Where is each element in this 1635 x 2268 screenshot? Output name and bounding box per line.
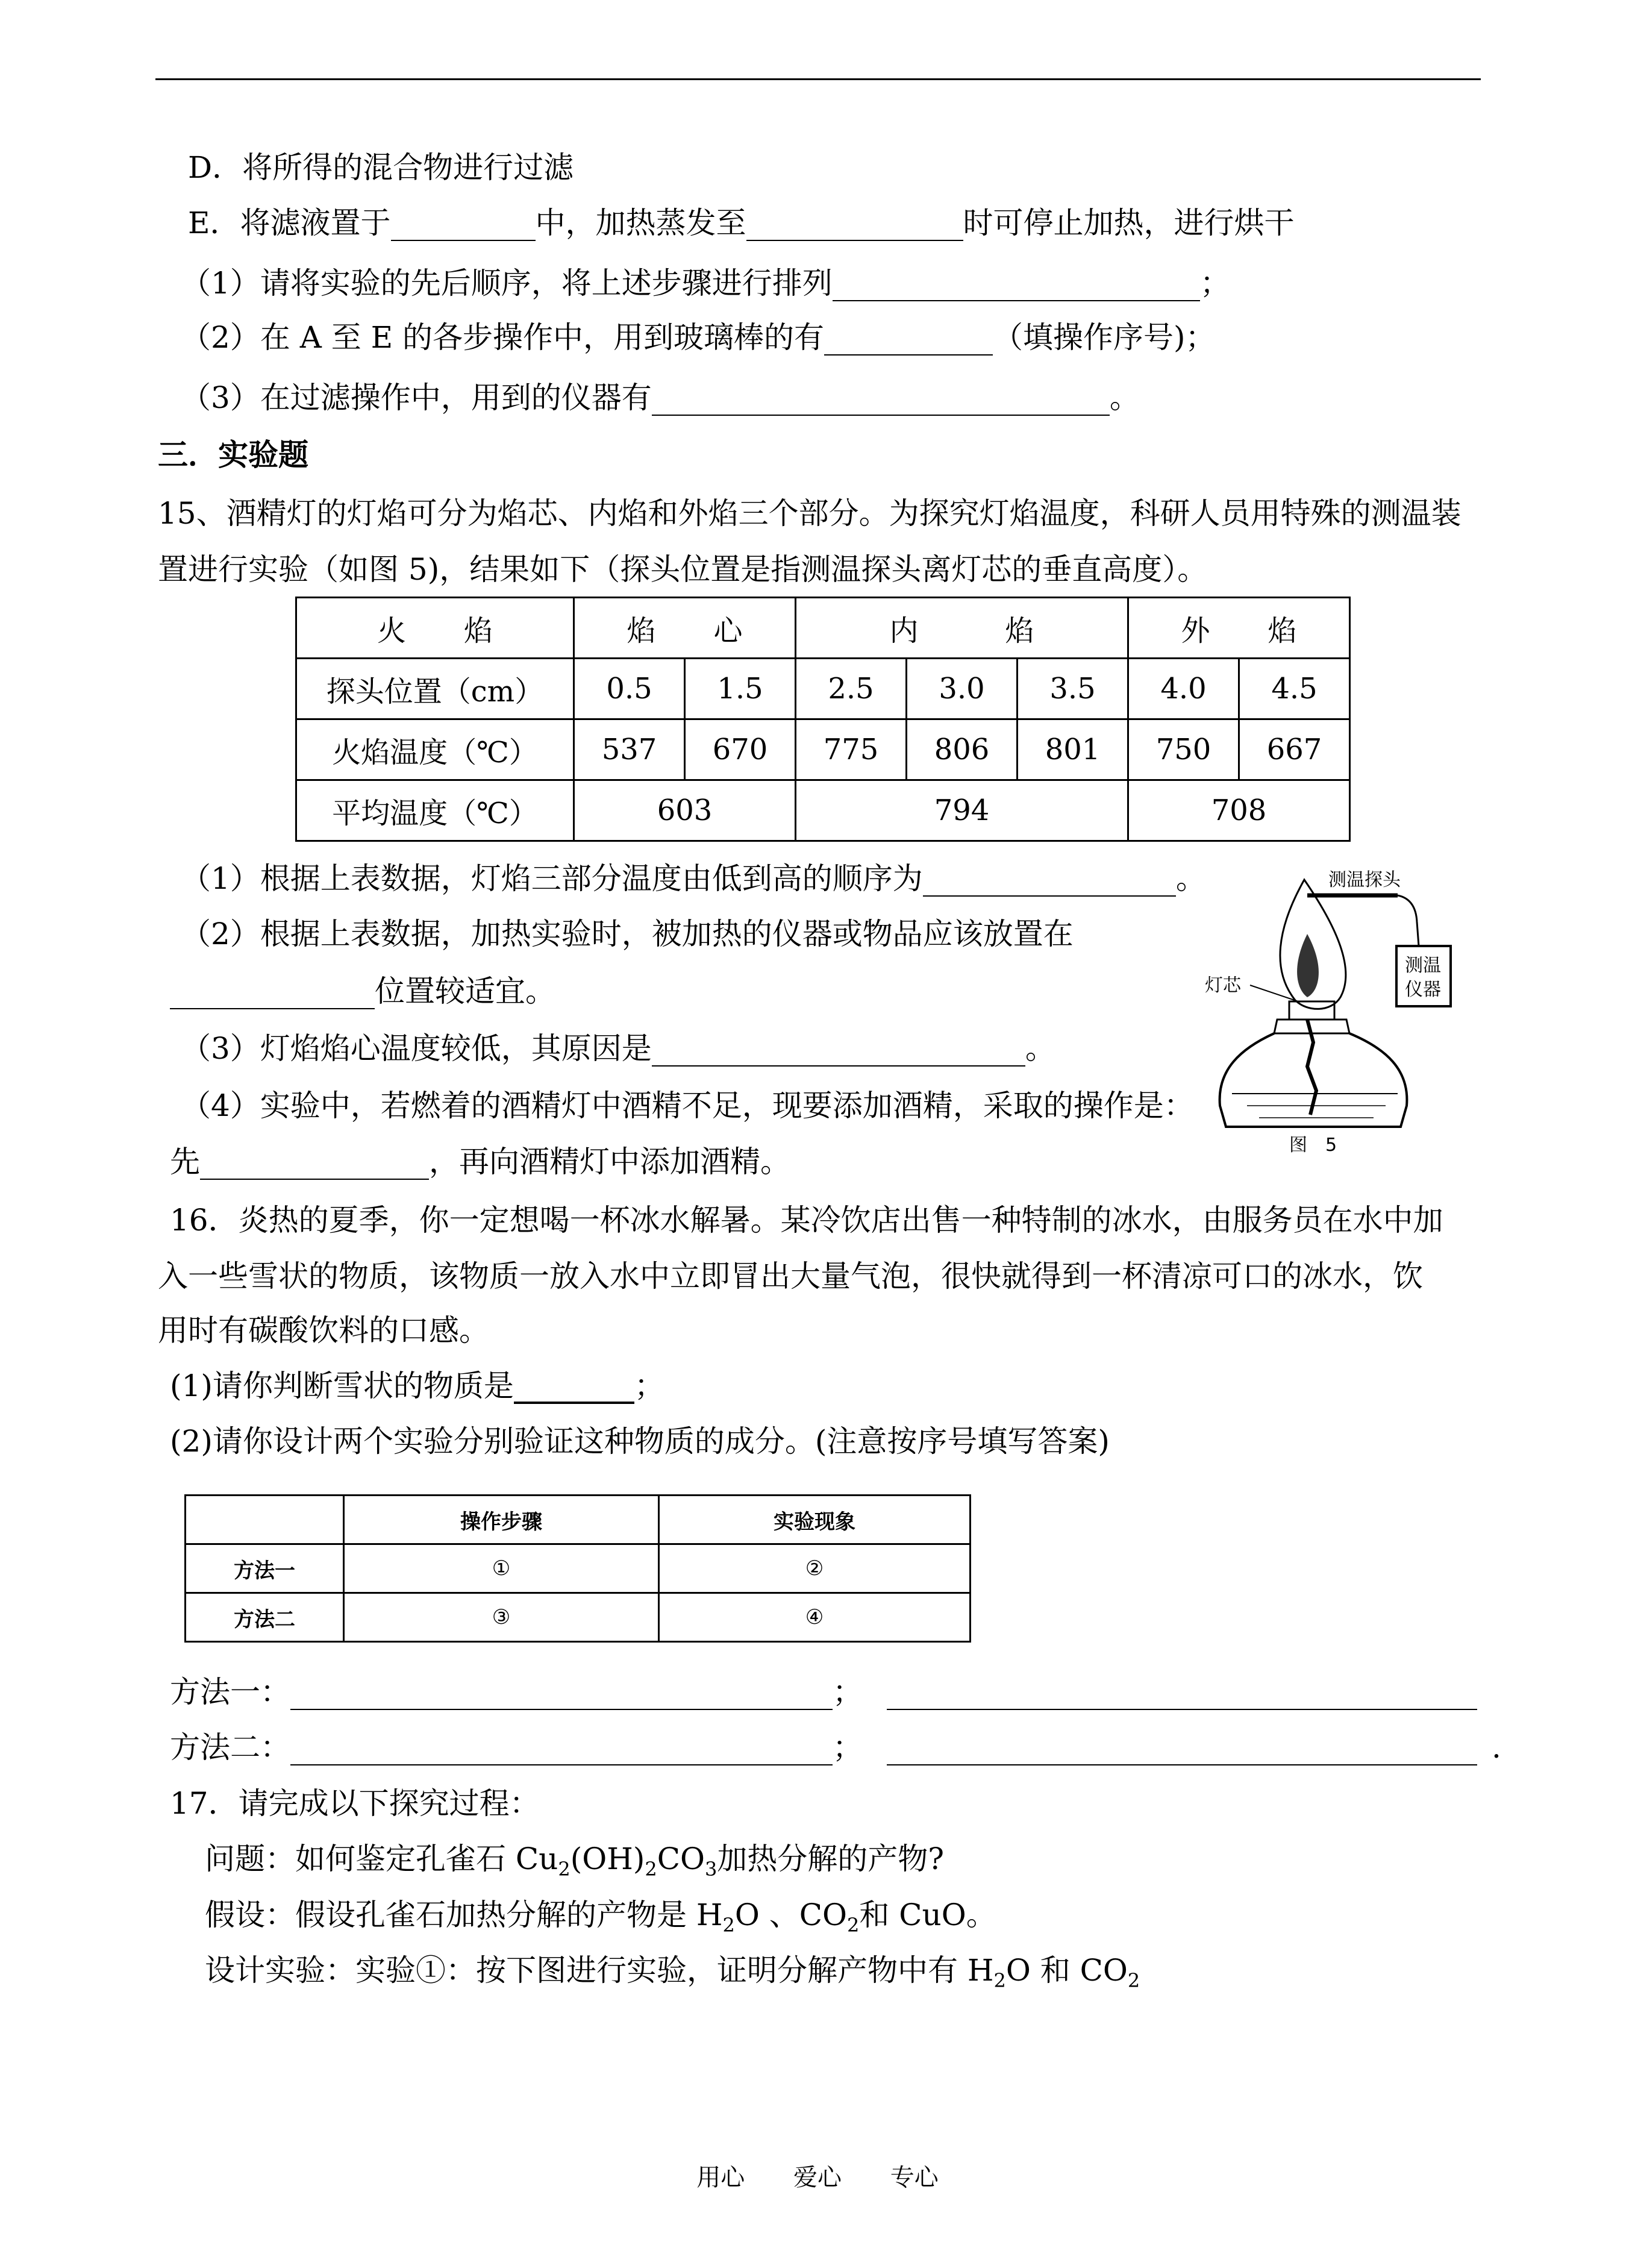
question-filter-tools bbox=[181, 380, 1140, 416]
question-glass-rod bbox=[181, 319, 1216, 356]
table-row bbox=[186, 1544, 971, 1593]
punct: ； bbox=[833, 1730, 863, 1765]
punct: 。 bbox=[1025, 1031, 1055, 1066]
answer-blank[interactable] bbox=[290, 1737, 833, 1765]
subscript: 2 bbox=[847, 1914, 860, 1937]
q16-line1 bbox=[170, 1202, 1443, 1238]
q17-problem-text: 加热分解的产物? bbox=[717, 1841, 945, 1876]
table-cell: 775 bbox=[796, 719, 907, 780]
section-heading-text: 三．实验题 bbox=[158, 437, 308, 472]
table-row bbox=[296, 659, 1350, 719]
flame-temperature-table bbox=[295, 597, 1351, 842]
q17-problem-text: 问题：如何鉴定孔雀石 Cu bbox=[205, 1841, 558, 1876]
table-cell: ② bbox=[659, 1544, 971, 1593]
q15-part2-line2 bbox=[170, 973, 555, 1009]
q17-line1 bbox=[170, 1785, 540, 1822]
instrument-label: 仪器 bbox=[1405, 979, 1441, 1000]
table-cell: 794 bbox=[796, 780, 1128, 841]
table-cell: 3.0 bbox=[907, 659, 1018, 719]
table-cell: ① bbox=[344, 1544, 659, 1593]
footer-item: 用心 bbox=[696, 2164, 745, 2191]
method1-label: 方法一： bbox=[170, 1674, 290, 1709]
q15-part3-text: （3）灯焰焰心温度较低，其原因是 bbox=[181, 1031, 652, 1066]
footer-item: 专心 bbox=[890, 2164, 939, 2191]
table-cell: 537 bbox=[574, 719, 685, 780]
answer-blank[interactable] bbox=[652, 1038, 1025, 1067]
table-row bbox=[186, 1496, 971, 1544]
page-footer bbox=[0, 2158, 1635, 2193]
question-order bbox=[181, 265, 1230, 301]
q15-part2-text: （2）根据上表数据，加热实验时，被加热的仪器或物品应该放置在 bbox=[181, 916, 1074, 951]
subscript: 3 bbox=[704, 1858, 717, 1881]
answer-blank[interactable] bbox=[200, 1151, 429, 1180]
answer-blank[interactable] bbox=[391, 212, 536, 241]
question-order-text: （1）请将实验的先后顺序，将上述步骤进行排列 bbox=[181, 266, 833, 301]
q16-text-1: 16．炎热的夏季，你一定想喝一杯冰水解暑。某冷饮店出售一种特制的冰水，由服务员在水中加 bbox=[170, 1203, 1443, 1238]
subscript: 2 bbox=[645, 1858, 657, 1881]
table-header-cell bbox=[186, 1496, 344, 1544]
table-cell: 667 bbox=[1239, 719, 1350, 780]
answer-blank[interactable] bbox=[652, 387, 1110, 416]
table-cell: 801 bbox=[1018, 719, 1128, 780]
q16-part2-text: (2)请你设计两个实验分别验证这种物质的成分。(注意按序号填写答案) bbox=[170, 1424, 1110, 1459]
answer-blank[interactable] bbox=[824, 327, 993, 356]
q15-part4-prefix: 先 bbox=[170, 1144, 200, 1179]
q17-text-1: 17．请完成以下探究过程： bbox=[170, 1786, 540, 1821]
table-cell: 2.5 bbox=[796, 659, 907, 719]
table-cell: 1.5 bbox=[685, 659, 796, 719]
table-cell: 806 bbox=[907, 719, 1018, 780]
punct: . bbox=[1492, 1730, 1501, 1765]
q15-part4 bbox=[181, 1088, 1194, 1124]
answer-blank[interactable] bbox=[746, 212, 963, 241]
punct: ； bbox=[1199, 266, 1230, 301]
table-cell: 4.0 bbox=[1128, 659, 1239, 719]
q15-intro-line2 bbox=[158, 551, 1207, 587]
answer-blank[interactable] bbox=[887, 1681, 1477, 1710]
q16-part1-text: (1)请你判断雪状的物质是 bbox=[170, 1368, 514, 1403]
punct: ； bbox=[634, 1368, 664, 1403]
q15-text-2: 置进行实验（如图 5)，结果如下（探头位置是指测温探头离灯芯的垂直高度）。 bbox=[158, 552, 1208, 587]
answer-blank[interactable] bbox=[887, 1737, 1477, 1765]
q17-design-text: 设计实验：实验①：按下图进行实验，证明分解产物中有 H bbox=[205, 1953, 994, 1988]
q17-problem-text: (OH) bbox=[570, 1841, 645, 1876]
q15-part4-text: （4）实验中，若燃着的酒精灯中酒精不足，现要添加酒精，采取的操作是： bbox=[181, 1088, 1194, 1123]
subscript: 2 bbox=[558, 1858, 571, 1881]
q15-part3 bbox=[181, 1030, 1055, 1067]
answer-blank[interactable] bbox=[514, 1374, 634, 1404]
q16-line2 bbox=[158, 1258, 1423, 1294]
table-cell: 670 bbox=[685, 719, 796, 780]
q17-problem bbox=[205, 1841, 944, 1887]
instrument-label: 测温 bbox=[1405, 955, 1441, 976]
step-d bbox=[188, 149, 574, 186]
q15-part1 bbox=[181, 860, 1206, 897]
probe-label: 测温探头 bbox=[1328, 869, 1401, 891]
table-cell: 750 bbox=[1128, 719, 1239, 780]
q16-text-2: 入一些雪状的物质，该物质一放入水中立即冒出大量气泡，很快就得到一杯清凉可口的冰水，饮 bbox=[158, 1259, 1423, 1294]
wick-label: 灯芯 bbox=[1205, 975, 1241, 996]
table-cell: 0.5 bbox=[574, 659, 685, 719]
q17-hypothesis-text: O 、CO bbox=[734, 1897, 847, 1932]
table-cell: 4.5 bbox=[1239, 659, 1350, 719]
table-cell: 3.5 bbox=[1018, 659, 1128, 719]
section-heading bbox=[158, 437, 308, 473]
answer-blank[interactable] bbox=[290, 1681, 833, 1710]
question-glass-rod-suffix: （填操作序号)； bbox=[993, 320, 1216, 355]
table-row bbox=[296, 719, 1350, 780]
question-filter-tools-text: （3）在过滤操作中，用到的仪器有 bbox=[181, 380, 652, 415]
q17-hypothesis-text: 假设：假设孔雀石加热分解的产物是 H bbox=[205, 1897, 723, 1932]
figure-caption: 图 5 bbox=[1289, 1135, 1337, 1156]
table-cell: 603 bbox=[574, 780, 796, 841]
answer-blank[interactable] bbox=[923, 868, 1176, 897]
q17-design-text: O 和 CO bbox=[1005, 1953, 1128, 1988]
q17-problem-text: CO bbox=[657, 1841, 705, 1876]
q15-intro-line1 bbox=[158, 495, 1461, 531]
lamp-cap bbox=[1289, 1001, 1334, 1020]
q16-text-3: 用时有碳酸饮料的口感。 bbox=[158, 1313, 489, 1348]
table-header-cell: 外 焰 bbox=[1128, 598, 1350, 659]
header-rule bbox=[155, 78, 1481, 80]
table-header-cell: 操作步骤 bbox=[344, 1496, 659, 1544]
table-row bbox=[296, 780, 1350, 841]
q15-part4-line2 bbox=[170, 1144, 790, 1180]
q15-part2-suffix: 位置较适宜。 bbox=[375, 974, 555, 1009]
table-header-cell: 焰 心 bbox=[574, 598, 796, 659]
q15-part1-text: （1）根据上表数据，灯焰三部分温度由低到高的顺序为 bbox=[181, 861, 923, 896]
punct: 。 bbox=[1109, 380, 1140, 415]
q15-text-1: 15、酒精灯的灯焰可分为焰芯、内焰和外焰三个部分。为探究灯焰温度，科研人员用特殊的测温装 bbox=[158, 496, 1461, 531]
table-row-label: 方法二 bbox=[186, 1593, 344, 1642]
answer-blank[interactable] bbox=[833, 272, 1200, 301]
answer-blank[interactable] bbox=[170, 980, 375, 1009]
table-header-cell: 火 焰 bbox=[296, 598, 574, 659]
flame-inner bbox=[1297, 934, 1319, 997]
methods-table bbox=[184, 1494, 971, 1643]
footer-item: 爱心 bbox=[793, 2164, 842, 2191]
q16-line3 bbox=[158, 1312, 489, 1349]
table-cell: 708 bbox=[1128, 780, 1350, 841]
table-row-label: 方法一 bbox=[186, 1544, 344, 1593]
step-e-text-b: 中，加热蒸发至 bbox=[535, 205, 746, 240]
subscript: 2 bbox=[722, 1914, 735, 1937]
q17-design bbox=[205, 1952, 1140, 1999]
table-cell: ③ bbox=[344, 1593, 659, 1642]
table-header-cell: 内 焰 bbox=[796, 598, 1128, 659]
q15-part2 bbox=[181, 916, 1074, 952]
subscript: 2 bbox=[1127, 1969, 1140, 1992]
table-row-label: 探头位置（cm） bbox=[296, 659, 574, 719]
q17-hypothesis bbox=[205, 1897, 996, 1943]
q16-part1 bbox=[170, 1368, 664, 1404]
step-e-text-c: 时可停止加热，进行烘干 bbox=[963, 205, 1295, 240]
question-glass-rod-text: （2）在 A 至 E 的各步操作中，用到玻璃棒的有 bbox=[181, 320, 824, 355]
alcohol-lamp-figure bbox=[1205, 862, 1488, 1157]
step-d-text: D．将所得的混合物进行过滤 bbox=[188, 150, 574, 185]
step-e-text-a: E．将滤液置于 bbox=[188, 205, 391, 240]
table-row-label: 平均温度（℃） bbox=[296, 780, 574, 841]
table-cell: ④ bbox=[659, 1593, 971, 1642]
method1-answer bbox=[170, 1674, 1477, 1710]
table-header-cell: 实验现象 bbox=[659, 1496, 971, 1544]
q16-part2 bbox=[170, 1423, 1110, 1459]
table-row bbox=[186, 1593, 971, 1642]
punct: 。 bbox=[1175, 861, 1206, 896]
q15-part4-suffix: ，再向酒精灯中添加酒精。 bbox=[429, 1144, 790, 1179]
step-e bbox=[188, 205, 1295, 241]
table-row bbox=[296, 598, 1350, 659]
punct: ； bbox=[833, 1674, 863, 1709]
method2-answer bbox=[170, 1729, 1501, 1765]
probe-cable bbox=[1398, 895, 1419, 946]
subscript: 2 bbox=[993, 1969, 1006, 1992]
q17-hypothesis-text: 和 CuO。 bbox=[859, 1897, 996, 1932]
method2-label: 方法二： bbox=[170, 1730, 290, 1765]
table-row-label: 火焰温度（℃） bbox=[296, 719, 574, 780]
